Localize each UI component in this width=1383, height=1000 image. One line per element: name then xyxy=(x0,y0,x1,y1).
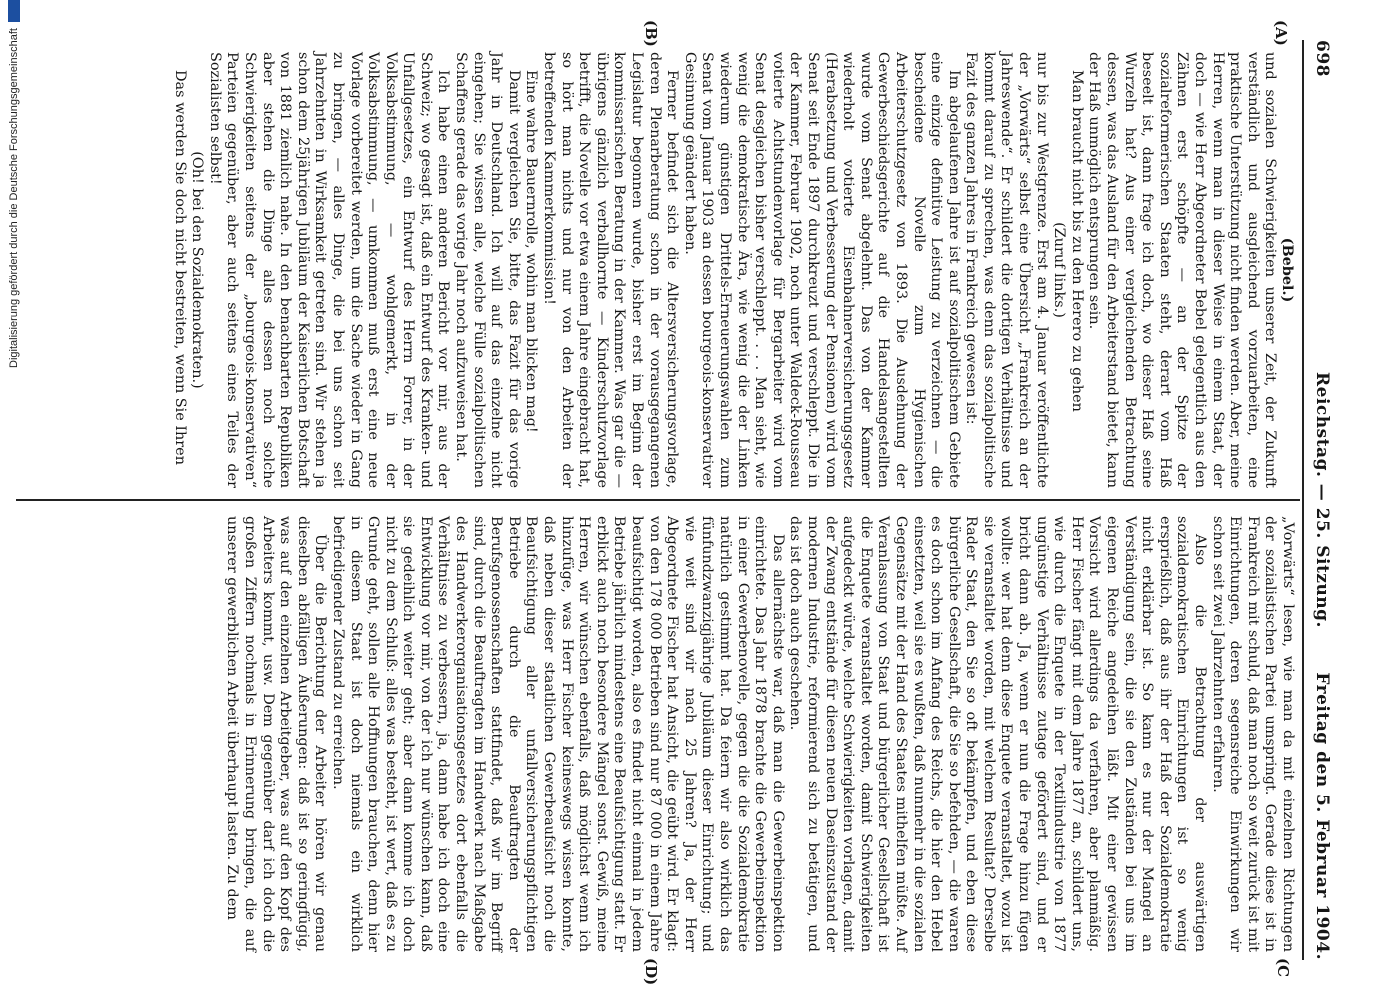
right-column xyxy=(223,516,1296,952)
left-column xyxy=(170,52,1296,488)
running-head xyxy=(1306,40,1332,960)
interjection: (Oh! bei den Sozialdemokraten.) xyxy=(189,151,206,389)
speaker-label: (Bebel.) xyxy=(1279,237,1296,303)
margin-marker-a: (A) xyxy=(1272,20,1290,46)
document-page xyxy=(10,0,1340,1000)
running-head-date: Freitag den 5. Februar 1904. xyxy=(1312,672,1332,960)
quotation: Eine wahre Bauernrolle, wohin man blicken mag! xyxy=(523,70,540,433)
interjection: (Zuruf links.) xyxy=(1051,222,1068,318)
margin-marker-d: (D) xyxy=(642,958,660,986)
margin-marker-c: (C xyxy=(1274,958,1292,978)
column-divider xyxy=(16,499,1300,501)
paragraph: Damit vergleichen Sie, bitte, das Fazit für das vorige Jahr in Deutschland. Ich will auf das einzelne nicht eingehen; Sie wissen alle, welche Fülle sozialpolitischen Schaffens gerade das vorige Jahr noch aufzuweisen hat. xyxy=(453,52,522,488)
paragraph: Also die Betrachtung der auswärtigen sozialdemokratischen Einrichtungen ist so wenig ersprießlich, daß aus ihr der Haß der Sozialdemokratie nicht erklärbar ist. So kann es nur der Mangel an Verständigung sein, die sie den Zuständen bei uns im eigenen Reiche angedeihen läßt. Mit einer gewissen Vorsicht wird allerdings da verfahren, aber planmäßig. Herr Fischer fängt mit dem Jahre 1877 an, schildert uns, wie durch die Enquete in der Textilindustrie von 1877 ungünstige Verhältnisse zutage gefördert sind, und er bricht dann ab. Ja, wenn er nun die Frage hinzu fügen wollte: wer hat denn diese Enquete veranstaltet, wozu ist sie veranstaltet worden, mit welchem Resultat? Derselbe Rader Staat, den Sie so oft bekämpfen, und eben diese bürgerliche Gesellschaft, die Sie so befehden, — die waren es doch schon im Anfang des Reichs, die hier den Hebel einsetzten, weil sie es wußten, daß nunmehr in die sozialen Gegensätze mit der Hand des Staates mithelfen müßte. Auf Veranlassung von Staat und bürgerlicher Gesellschaft ist die Enquete veranstaltet worden, damit Schwierigkeiten aufgedeckt würde, welche Schwierigkeiten vorlagen, damit der Zwang entstände für diesen neuen Daseinszustand der modernen Industrie, reformierend sich zu betätigen, und das ist doch auch geschehen. xyxy=(787,516,1209,952)
digitization-credit-text: Digitalisierung gefördert durch die Deutsche Forschungsgemeinschaft xyxy=(8,28,20,368)
digitization-credit xyxy=(6,0,22,1000)
quotation: Ferner befindet sich die Altersversicherungsvorlage, deren Plenarberatung schon in der vorausgegangenen Legislatur begonnen wurde, bisher erst im Beginn der kommissarischen Beratung in der Kammer. Was gar die — übrigens gänzlich verballhornte — Kinderschutzvorlage betrifft, die Novelle vor etwa einem Jahre eingebracht hat, so hört man nichts und nur von den Arbeiten der betreffenden Kammerkommission! xyxy=(541,52,681,488)
paragraph: Das werden Sie doch nicht bestreiten, wenn Sie Ihren xyxy=(171,70,188,465)
paragraph: „Vorwärts“ lesen, wie man da mit einzelnen Richtungen der sozialistischen Partei umspringt. Gerade diese ist in Frankreich mit schuld, daß man noch so weit zurück ist mit Einrichtungen, deren segensreiche Einwirkungen wir schon seit zwei Jahrzehnten erfahren. xyxy=(1209,516,1296,952)
margin-marker-b: (B) xyxy=(642,20,660,47)
paragraph: Man braucht nicht bis zu den Herero zu gehen xyxy=(1068,70,1085,412)
paragraph: Ich habe einen anderen Bericht vor mir, aus der Schweiz; wo gesagt ist, daß ein Entwurf des Kranken- und Unfallgesetzes, ein Entwurf des Herrn Forrer, in der Volksabstimmung, — wohlgemerkt, in der Volksabstimmung, — umkommen muß erst eine neue Vorlage vorbereitet werden, um die Sache wieder in Gang zu bringen, — alles Dinge, die bei uns schon seit Jahrzehnten in Wirksamkeit getreten sind. Wir stehen ja schon dem 25jährigen Jubiläum der Kaiserlichen Botschaft von 1881 ziemlich nahe. In den benachbarten Republiken aber stehen die Dinge alles dessen noch solche Schwierigkeiten seitens der „bourgeois-konservativen“ Parteien gegenüber, aber auch seitens eines Teiles der Sozialisten selbst! xyxy=(206,52,452,488)
quotation: Im abgelaufenen Jahre ist auf sozialpolitischem Gebiete eine einzige definitive Leistung zu verzeichnen — die bescheidene Novelle zum Hygienischen Arbeiterschutzgesetz von 1893. Die Ausdehnung der Gewerbeschiedsgerichte auf die Handelsangestellten wurde vom Senat abgelehnt. Das von der Kammer wiederholt votierte Eisenbahnerversicherungsgesetz (Herabsetzung und Verbesserung der Pensionen) wird vom Senat seit Ende 1897 durchkreuzt und verschleppt. Die in der Kammer, Februar 1902, noch unter Waldeck-Rousseau votierte Achtstundenvorlage für Bergarbeiter wird vom Senat desgleichen bisher verschleppt. . . . Man sieht, wie wenig die demokratische Ära, wie wenig die der Linken wiederum günstigen Drittels-Erneuerungswahlen zum Senat vom Januar 1903 an dessen bourgeois-konservativer Gesinnung geändert haben. xyxy=(681,52,962,488)
header-rule xyxy=(1302,40,1304,960)
dfg-logo-icon xyxy=(8,0,20,22)
paragraph: Das allernächste war, daß man die Gewerbeinspektion einrichtete. Das Jahr 1878 brachte die Gewerbeinspektion in einer Gewerbenovelle, gegen die die Sozialdemokratie natürlich gestimmt hat. Da feiern wir also wirklich das fünfundzwanzigjährige Jubiläum dieser Einrichtung; und wie weit sind wir nach 25 Jahren? Ja, der Herr Abgeordnete Fischer hat Ansicht, die geübt wird. Er klagt: von den 178 000 Betrieben sind nur 87 000 in einem Jahre beaufsichtigt worden, also es findet nicht einmal in jedem Betriebe jährlich mindestens eine Beaufsichtigung statt. Er erblickt auch noch besondere Mängel sonst. Gewiß, meine Herren, wir wünschen ebenfalls, daß möglichst wenn ich hinzufüge, was Herr Fischer keineswegs wissen konnte, daß neben dieser staatlichen Gewerbeaufsicht noch die Beaufsichtigung aller unfallversicherungspflichtigen Betriebe durch die Beauftragten der Berufsgenossenschaften stattfindet, daß wir im Begriff sind, durch die Beauftragten im Handwerk nach Maßgabe des Handwerkerorganisationsgesetzes dort ebenfalls die Verhältnisse zu verbessern, ja, dann habe ich doch eine Entwicklung vor mir, von der ich nur wünschen kann, daß sie gedeihlich weiter geht; aber dann komme ich doch nicht zu dem Schluß: alles was besteht, ist wert, daß es zu Grunde geht, sollen alle Hoffnungen brauchen, denn hier in diesem Staat ist doch niemals ein wirklich befriedigender Zustand zu erreichen. xyxy=(329,516,786,952)
paragraph: Über die Berichtung der Arbeiter hören wir genau dieselben abfälligen Äußerungen: daß ist so geringfügig, was auf den einzelnen Arbeitgeber, was auf den Kopf des Arbeiters kommt, usw. Dem gegenüber darf ich doch die großen Ziffern nochmals in Erinnerung bringen, die auf unserer gewerblichen Arbeit überhaupt lasten. Zu dem xyxy=(224,516,329,952)
paragraph: und sozialen Schwierigkeiten unserer Zeit, der Zukunft verständlich und ausgleichend vorzuarbeiten, eine praktische Unterstützung nicht finden werden. Aber, meine Herren, wenn man in dieser Weise in einem Staat, der doch — wie Herr Abgeordneter Bebel gelegentlich aus den Zähnen erst schöpfte — an der Spitze der sozialreformerischen Staaten steht, derart vom Haß beseelt ist, dann frage ich doch, wo dieser Haß seine Wurzeln hat? Aus einer vergleichenden Betrachtung dessen, was das Ausland für den Arbeiterstand bietet, kann der Haß unmöglich entsprungen sein. xyxy=(1086,52,1279,488)
running-head-title: Reichstag. — 25. Sitzung. xyxy=(1312,372,1332,628)
page-number: 698 xyxy=(1312,40,1332,77)
paragraph: nur bis zur Westgrenze. Erst am 4. Januar veröffentlichte der „Vorwärts“ selbst eine Übersicht „Frankreich an der Jahreswende“. Er schildert die dortigen Verhältnisse und kommt darauf zu sprechen, was denn das sozialpolitische Fazit des ganzen Jahres in Frankreich gewesen ist: xyxy=(963,52,1050,488)
